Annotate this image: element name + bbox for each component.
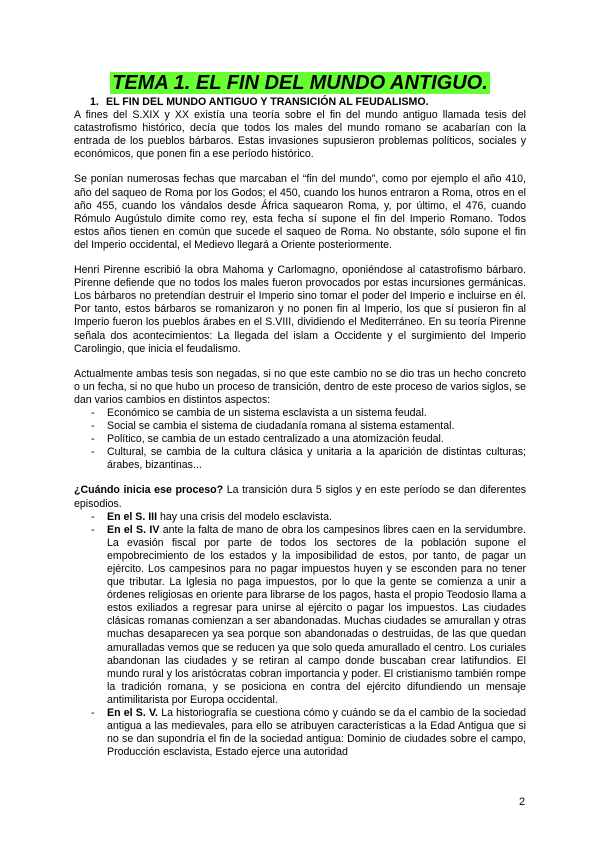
section-number: 1. [90,96,99,108]
episode-text: La historiografía se cuestiona cómo y cuándo se da el cambio de la sociedad antigua a las medievales, para ello se atribuyen características a la Edad Antigua que si no se dan supondría el fin de la sociedad antigua: Dominio de ciudades sobre el campo, Producción esclavista, Estado ejerce una autoridad [107,707,527,759]
page-number: 2 [519,796,526,808]
page-title: TEMA 1. EL FIN DEL MUNDO ANTIGUO. [112,72,488,94]
episodes-list [74,511,526,760]
question-bold: ¿Cuándo inicia ese proceso? [74,484,224,497]
question-paragraph [74,484,526,510]
paragraph-transicion: Actualmente ambas tesis son negadas, si no que este cambio no se dio tras un hecho concreto o un fecha, si no que hubo un proceso de transición, dentro de este proceso de varios siglos, se dan varios cambios en distintos aspectos: [74,367,526,406]
episode-label: En el S. III [107,510,158,523]
list-item: - Económico se cambia de un sistema esclavista a un sistema feudal. [74,407,526,420]
document-page [74,72,526,759]
paragraph-catastrofismo: A fines del S.XIX y XX existía una teoría sobre el fin del mundo antiguo llamada tesis del catastrofismo histórico, decía que todos los males del mundo romano se acabarían con la entrada de los pueblos bárbaros. Estas invasiones supusieron problemas políticos, sociales y económicos, que ponen fin a ese período histórico. [74,109,526,161]
list-item: - Político, se cambia de un estado centralizado a una atomización feudal. [74,433,526,446]
list-item: - Social se cambia el sistema de ciudadanía romana al sistema estamental. [74,420,526,433]
list-item [74,524,526,707]
episode-text: hay una crisis del modelo esclavista. [157,510,332,523]
title-box [74,72,526,94]
question-text: La transición dura 5 siglos y en este período se dan diferentes episodios. [74,484,527,510]
aspects-list [74,407,526,472]
list-item [74,707,526,759]
episode-label: En el S. V. [107,707,158,720]
paragraph-pirenne: Henri Pirenne escribió la obra Mahoma y Carlomagno, oponiéndose al catastrofismo bárbaro. Pirenne defiende que no todos los males fueron provocados por estas incursiones germánicas. Los bárbaros no pretendían destruir el Imperio sino tomar el poder del Imperio e incluirse en él. Por tanto, estos bárbaros se romanizaron y no ponen fin al Imperio, los que sí pusieron fin al Imperio fueron los pueblos árabes en el S.VIII, dividiendo el Mediterráneo. En su teoría Pirenne señala dos acontecimientos: La llegada del islam a Occidente y el surgimiento del Imperio Carolingio, que inicia el feudalismo. [74,264,526,355]
section-heading-text: EL FIN DEL MUNDO ANTIGUO Y TRANSICIÓN AL FEUDALISMO. [106,96,429,108]
list-item: - Cultural, se cambia de la cultura clásica y unitaria a la aparición de distintas culturas; árabes, bizantinas... [74,446,526,472]
section-heading [74,96,526,109]
episode-text: ante la falta de mano de obra los campesinos libres caen en la servidumbre. La evasión fiscal por parte de todos los sectores de la población supone el empobrecimiento de los estados y la imposibilidad de estos, por tanto, de pagar un ejército. Los campesinos para no pagar impuestos huyen y se esconden para no tener que tributar. La Iglesia no paga impuestos, por lo que la gente se comienza a unir a órdenes religiosas en oriente para librarse de los pagos, hasta el propio Teodosio llama a estos exiliados a regresar para unirse al ejército o pagar los impuestos. Las ciudades clásicas romanas comienzan a ser abandonadas. Muchas ciudades se amurallan y otras muchas desaparecen ya sea porque son abandonadas o destruidas, de las que quedan amuralladas vemos que se reducen ya que solo queda amurallado el centro. Los curiales abandonan las ciudades y se retiran al campo donde buscaban crear latifundios. El mundo rural y los aristócratas cobran importancia y poder. El cristianismo también rompe la tradición romana, y se posiciona en contra del ejército difundiendo un mensaje antimilitarista por Europa occidental. [107,523,526,706]
list-item [74,511,526,524]
episode-label: En el S. IV [107,523,160,536]
paragraph-fechas: Se ponían numerosas fechas que marcaban el “fin del mundo”, como por ejemplo el año 410, año del saqueo de Roma por los Godos; el 450, cuando los hunos entraron a Roma, otros en el año 455, cuando los vándalos desde África saquearon Roma, y, por último, el 476, cuando Rómulo Augústulo dimite como rey, esta fecha sí supone el fin del Imperio Romano. Todos estos años tienen en común que sucede el saqueo de Roma. No obstante, sólo supone el fin del Imperio occidental, el Medievo llegará a Oriente posteriormente. [74,173,526,251]
